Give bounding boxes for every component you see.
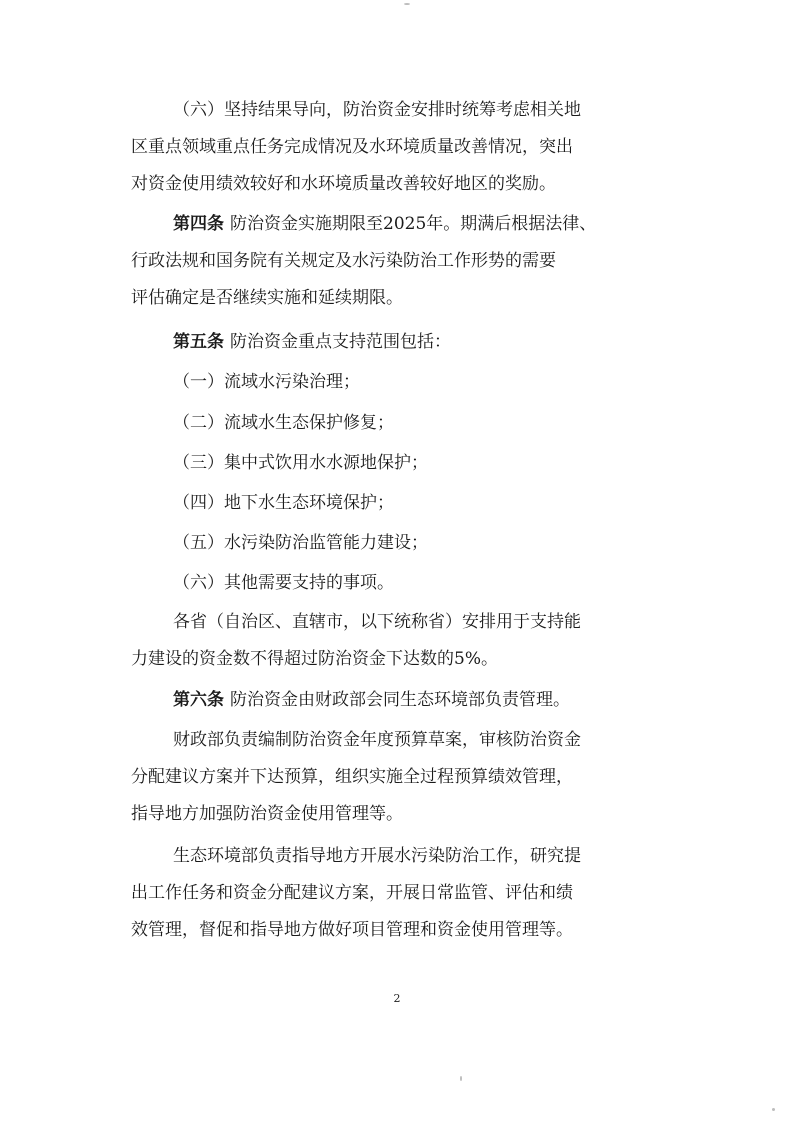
- text-line: 评估确定是否继续实施和延续期限。: [131, 288, 403, 308]
- text-line: （一）流域水污染治理；: [173, 372, 360, 392]
- text-line: 出工作任务和资金分配建议方案，开展日常监管、评估和绩: [131, 883, 573, 903]
- text-line: （六）坚持结果导向，防治资金安排时统筹考虑相关地: [173, 100, 581, 120]
- list-item: [131, 405, 671, 442]
- text-line: 分配建议方案并下达预算，组织实施全过程预算绩效管理，: [131, 767, 573, 787]
- text-line: 力建设的资金数不得超过防治资金下达数的5%。: [131, 649, 498, 669]
- scan-speck: [772, 1108, 775, 1111]
- article-heading: 第四条: [173, 214, 224, 234]
- page-number: 2: [393, 992, 401, 1005]
- scan-speck: [460, 1076, 462, 1081]
- text-line: （三）集中式饮用水水源地保护；: [173, 453, 428, 473]
- paragraph: [131, 838, 671, 949]
- article-heading: 第六条: [173, 690, 224, 710]
- text-line: 区重点领域重点任务完成情况及水环境质量改善情况，突出: [131, 137, 573, 157]
- text-line: 生态环境部负责指导地方开展水污染防治工作，研究提: [173, 846, 581, 866]
- text-line: 防治资金重点支持范围包括：: [230, 332, 451, 352]
- text-line: 财政部负责编制防治资金年度预算草案，审核防治资金: [173, 730, 581, 750]
- text-line: 指导地方加强防治资金使用管理等。: [131, 804, 403, 824]
- article-paragraph: [131, 206, 671, 317]
- article-heading: 第五条: [173, 332, 224, 352]
- text-line: 防治资金由财政部会同生态环境部负责管理。: [230, 690, 570, 710]
- text-line: 对资金使用绩效较好和水环境质量改善较好地区的奖励。: [131, 174, 556, 194]
- list-item: [131, 565, 671, 602]
- text-line: 各省（自治区、直辖市，以下统称省）安排用于支持能: [173, 612, 581, 632]
- article-paragraph: [131, 324, 671, 361]
- text-line: 防治资金实施期限至2025年。期满后根据法律、: [230, 214, 597, 234]
- list-item: [131, 485, 671, 522]
- scan-speck: [404, 3, 410, 5]
- paragraph: [131, 92, 671, 203]
- list-item: [131, 445, 671, 482]
- list-item: [131, 364, 671, 401]
- text-line: （六）其他需要支持的事项。: [173, 573, 394, 593]
- text-line: （四）地下水生态环境保护；: [173, 493, 394, 513]
- text-line: 效管理，督促和指导地方做好项目管理和资金使用管理等。: [131, 920, 573, 940]
- text-line: 行政法规和国务院有关规定及水污染防治工作形势的需要: [131, 251, 556, 271]
- article-paragraph: [131, 682, 671, 719]
- paragraph: [131, 604, 671, 678]
- text-line: （五）水污染防治监管能力建设；: [173, 533, 428, 553]
- list-item: [131, 525, 671, 562]
- text-line: （二）流域水生态保护修复；: [173, 413, 394, 433]
- paragraph: [131, 722, 671, 833]
